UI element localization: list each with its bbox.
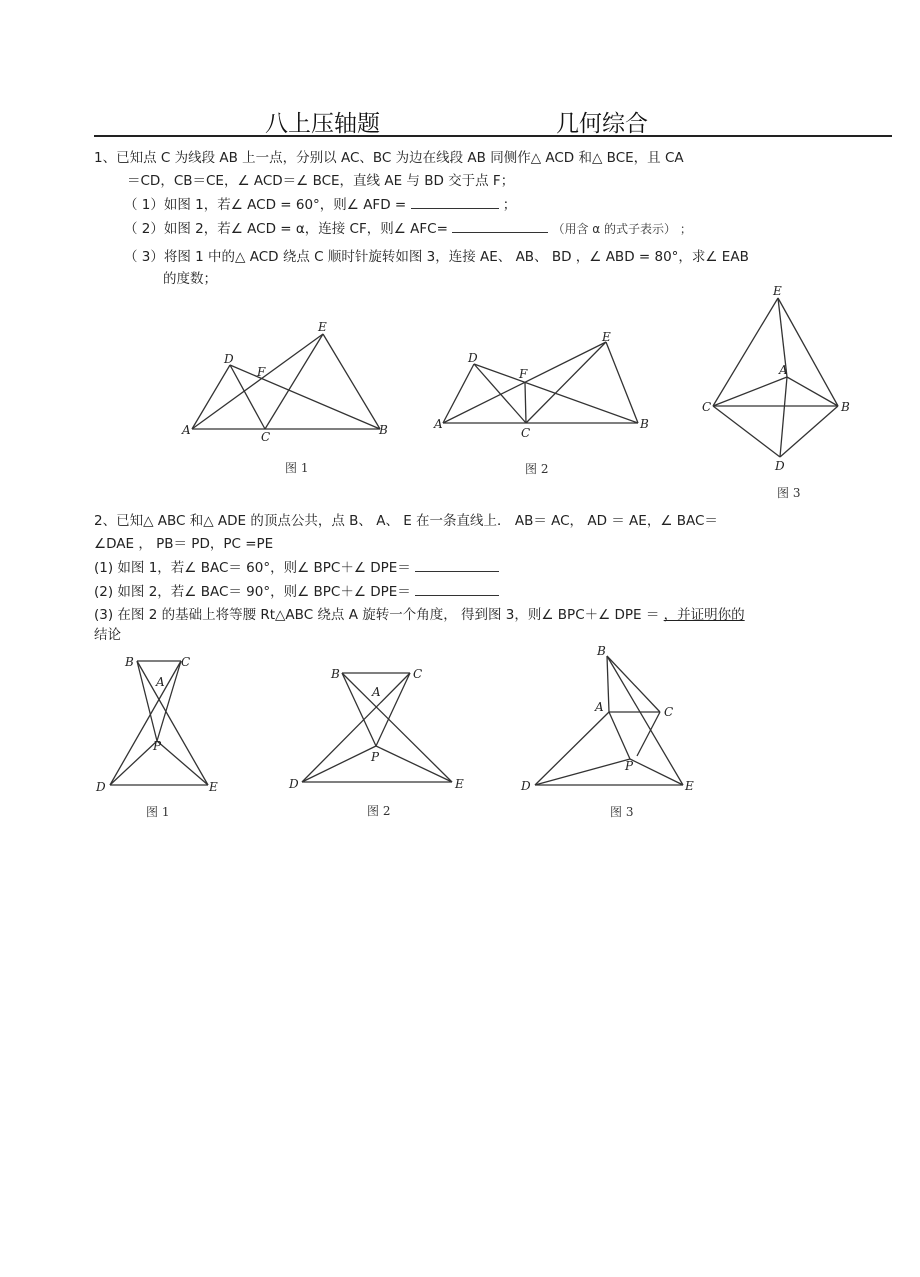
q2-fig1-label-a: A bbox=[156, 675, 165, 689]
q2-fig3-label-a: A bbox=[595, 700, 604, 714]
q2-part3-text: (3) 在图 2 的基础上将等腰 Rt△ABC 绕点 A 旋转一个角度， 得到图 3，则∠ BPC＋∠ DPE ＝ bbox=[94, 607, 660, 623]
q1-fig1-label-a: A bbox=[182, 423, 191, 437]
q2-fig3-label-e: E bbox=[685, 779, 694, 793]
q1-fig3-label-c: C bbox=[702, 400, 712, 414]
q2-fig2-label-e: E bbox=[455, 777, 464, 791]
q2-fig2-label-p: P bbox=[371, 750, 380, 764]
q2-fig3-lines bbox=[535, 656, 683, 785]
q1-fig1-label-c: C bbox=[261, 430, 271, 444]
q1-fig3-label-b: B bbox=[841, 400, 850, 414]
q2-fig3-label-b: B bbox=[597, 644, 606, 658]
q1-fig2-label-c: C bbox=[521, 426, 531, 440]
q2-part1-answer-blank[interactable] bbox=[415, 558, 499, 572]
q1-fig1-label-f: F bbox=[257, 365, 266, 379]
q2-part1-text: (1) 如图 1，若∠ BAC＝ 60°，则∠ BPC＋∠ DPE＝ bbox=[94, 560, 411, 576]
q2-fig2-label-a: A bbox=[372, 685, 381, 699]
q1-fig2-label-d: D bbox=[468, 351, 478, 365]
q1-fig1-label-b: B bbox=[379, 423, 388, 437]
q1-fig1-caption: 图 1 bbox=[285, 461, 309, 475]
q2-fig2-label-c: C bbox=[413, 667, 423, 681]
q2-fig3-label-d: D bbox=[521, 779, 531, 793]
q1-part3-line2: 的度数； bbox=[163, 271, 217, 287]
q1-fig3-label-d: D bbox=[775, 459, 785, 473]
q1-fig2-caption: 图 2 bbox=[525, 462, 549, 476]
q2-fig1-label-b: B bbox=[125, 655, 134, 669]
q1-part3-line1: （ 3）将图 1 中的△ ACD 绕点 C 顺时针旋转如图 3，连接 AE、 AB、 BD ，∠ ABD = 80°，求∠ EAB bbox=[124, 249, 749, 265]
q2-fig3-caption: 图 3 bbox=[610, 805, 634, 819]
q2-part2 bbox=[94, 582, 499, 601]
q2-fig1-label-e: E bbox=[209, 780, 218, 794]
q2-fig1-label-p: P bbox=[153, 739, 162, 753]
q2-fig2-label-d: D bbox=[289, 777, 299, 791]
q2-stem-line2: ∠DAE ， PB＝ PD，PC =PE bbox=[94, 536, 274, 552]
q2-fig3-label-p: P bbox=[625, 759, 634, 773]
q1-fig2-label-e: E bbox=[602, 330, 611, 344]
q1-fig1-lines bbox=[192, 334, 380, 429]
q1-part1-text: （ 1）如图 1，若∠ ACD = 60°，则∠ AFD = bbox=[124, 197, 407, 213]
q1-part2-text: （ 2）如图 2，若∠ ACD = α，连接 CF，则∠ AFC= bbox=[124, 221, 448, 237]
q2-part2-text: (2) 如图 2，若∠ BAC＝ 90°，则∠ BPC＋∠ DPE＝ bbox=[94, 584, 411, 600]
q1-part2-note: （用含 α 的式子表示） ； bbox=[552, 222, 692, 236]
q2-fig1-label-d: D bbox=[96, 780, 106, 794]
q2-part1 bbox=[94, 558, 499, 577]
page-title-left: 八上压轴题 bbox=[265, 111, 380, 137]
q2-part2-answer-blank[interactable] bbox=[415, 582, 499, 596]
q2-fig2-label-b: B bbox=[331, 667, 340, 681]
q1-fig3-lines bbox=[713, 298, 838, 457]
q1-part1-end: ； bbox=[502, 197, 517, 213]
q1-fig2-label-b: B bbox=[640, 417, 649, 431]
q2-stem-line1: 2、已知△ ABC 和△ ADE 的顶点公共，点 B、 A、 E 在一条直线上． AB＝ AC， AD ＝ AE，∠ BAC＝ bbox=[94, 513, 718, 529]
q1-fig3-label-e: E bbox=[773, 284, 782, 298]
q1-stem-line1: 1、已知点 C 为线段 AB 上一点，分别以 AC、BC 为边在线段 AB 同侧作△ ACD 和△ BCE，且 CA bbox=[94, 150, 684, 166]
q2-fig1-caption: 图 1 bbox=[146, 805, 170, 819]
q1-fig1-label-e: E bbox=[318, 320, 327, 334]
q2-part3-line1 bbox=[94, 606, 745, 624]
q2-fig2-caption: 图 2 bbox=[367, 804, 391, 818]
q2-part3-prove-text: ，并证明你的 bbox=[663, 607, 745, 623]
q1-fig3-caption: 图 3 bbox=[777, 486, 801, 500]
q2-fig3-label-c: C bbox=[664, 705, 674, 719]
page-title-right: 几何综合 bbox=[556, 111, 648, 137]
q1-fig3-label-a: A bbox=[779, 363, 788, 377]
q1-fig2-label-a: A bbox=[434, 417, 443, 431]
q1-fig2-label-f: F bbox=[519, 367, 528, 381]
q1-fig1-label-d: D bbox=[224, 352, 234, 366]
q2-part3-line2: 结论 bbox=[94, 627, 121, 643]
q1-stem-line2: ＝CD，CB＝CE，∠ ACD＝∠ BCE，直线 AE 与 BD 交于点 F； bbox=[127, 173, 515, 189]
q2-fig1-label-c: C bbox=[181, 655, 191, 669]
